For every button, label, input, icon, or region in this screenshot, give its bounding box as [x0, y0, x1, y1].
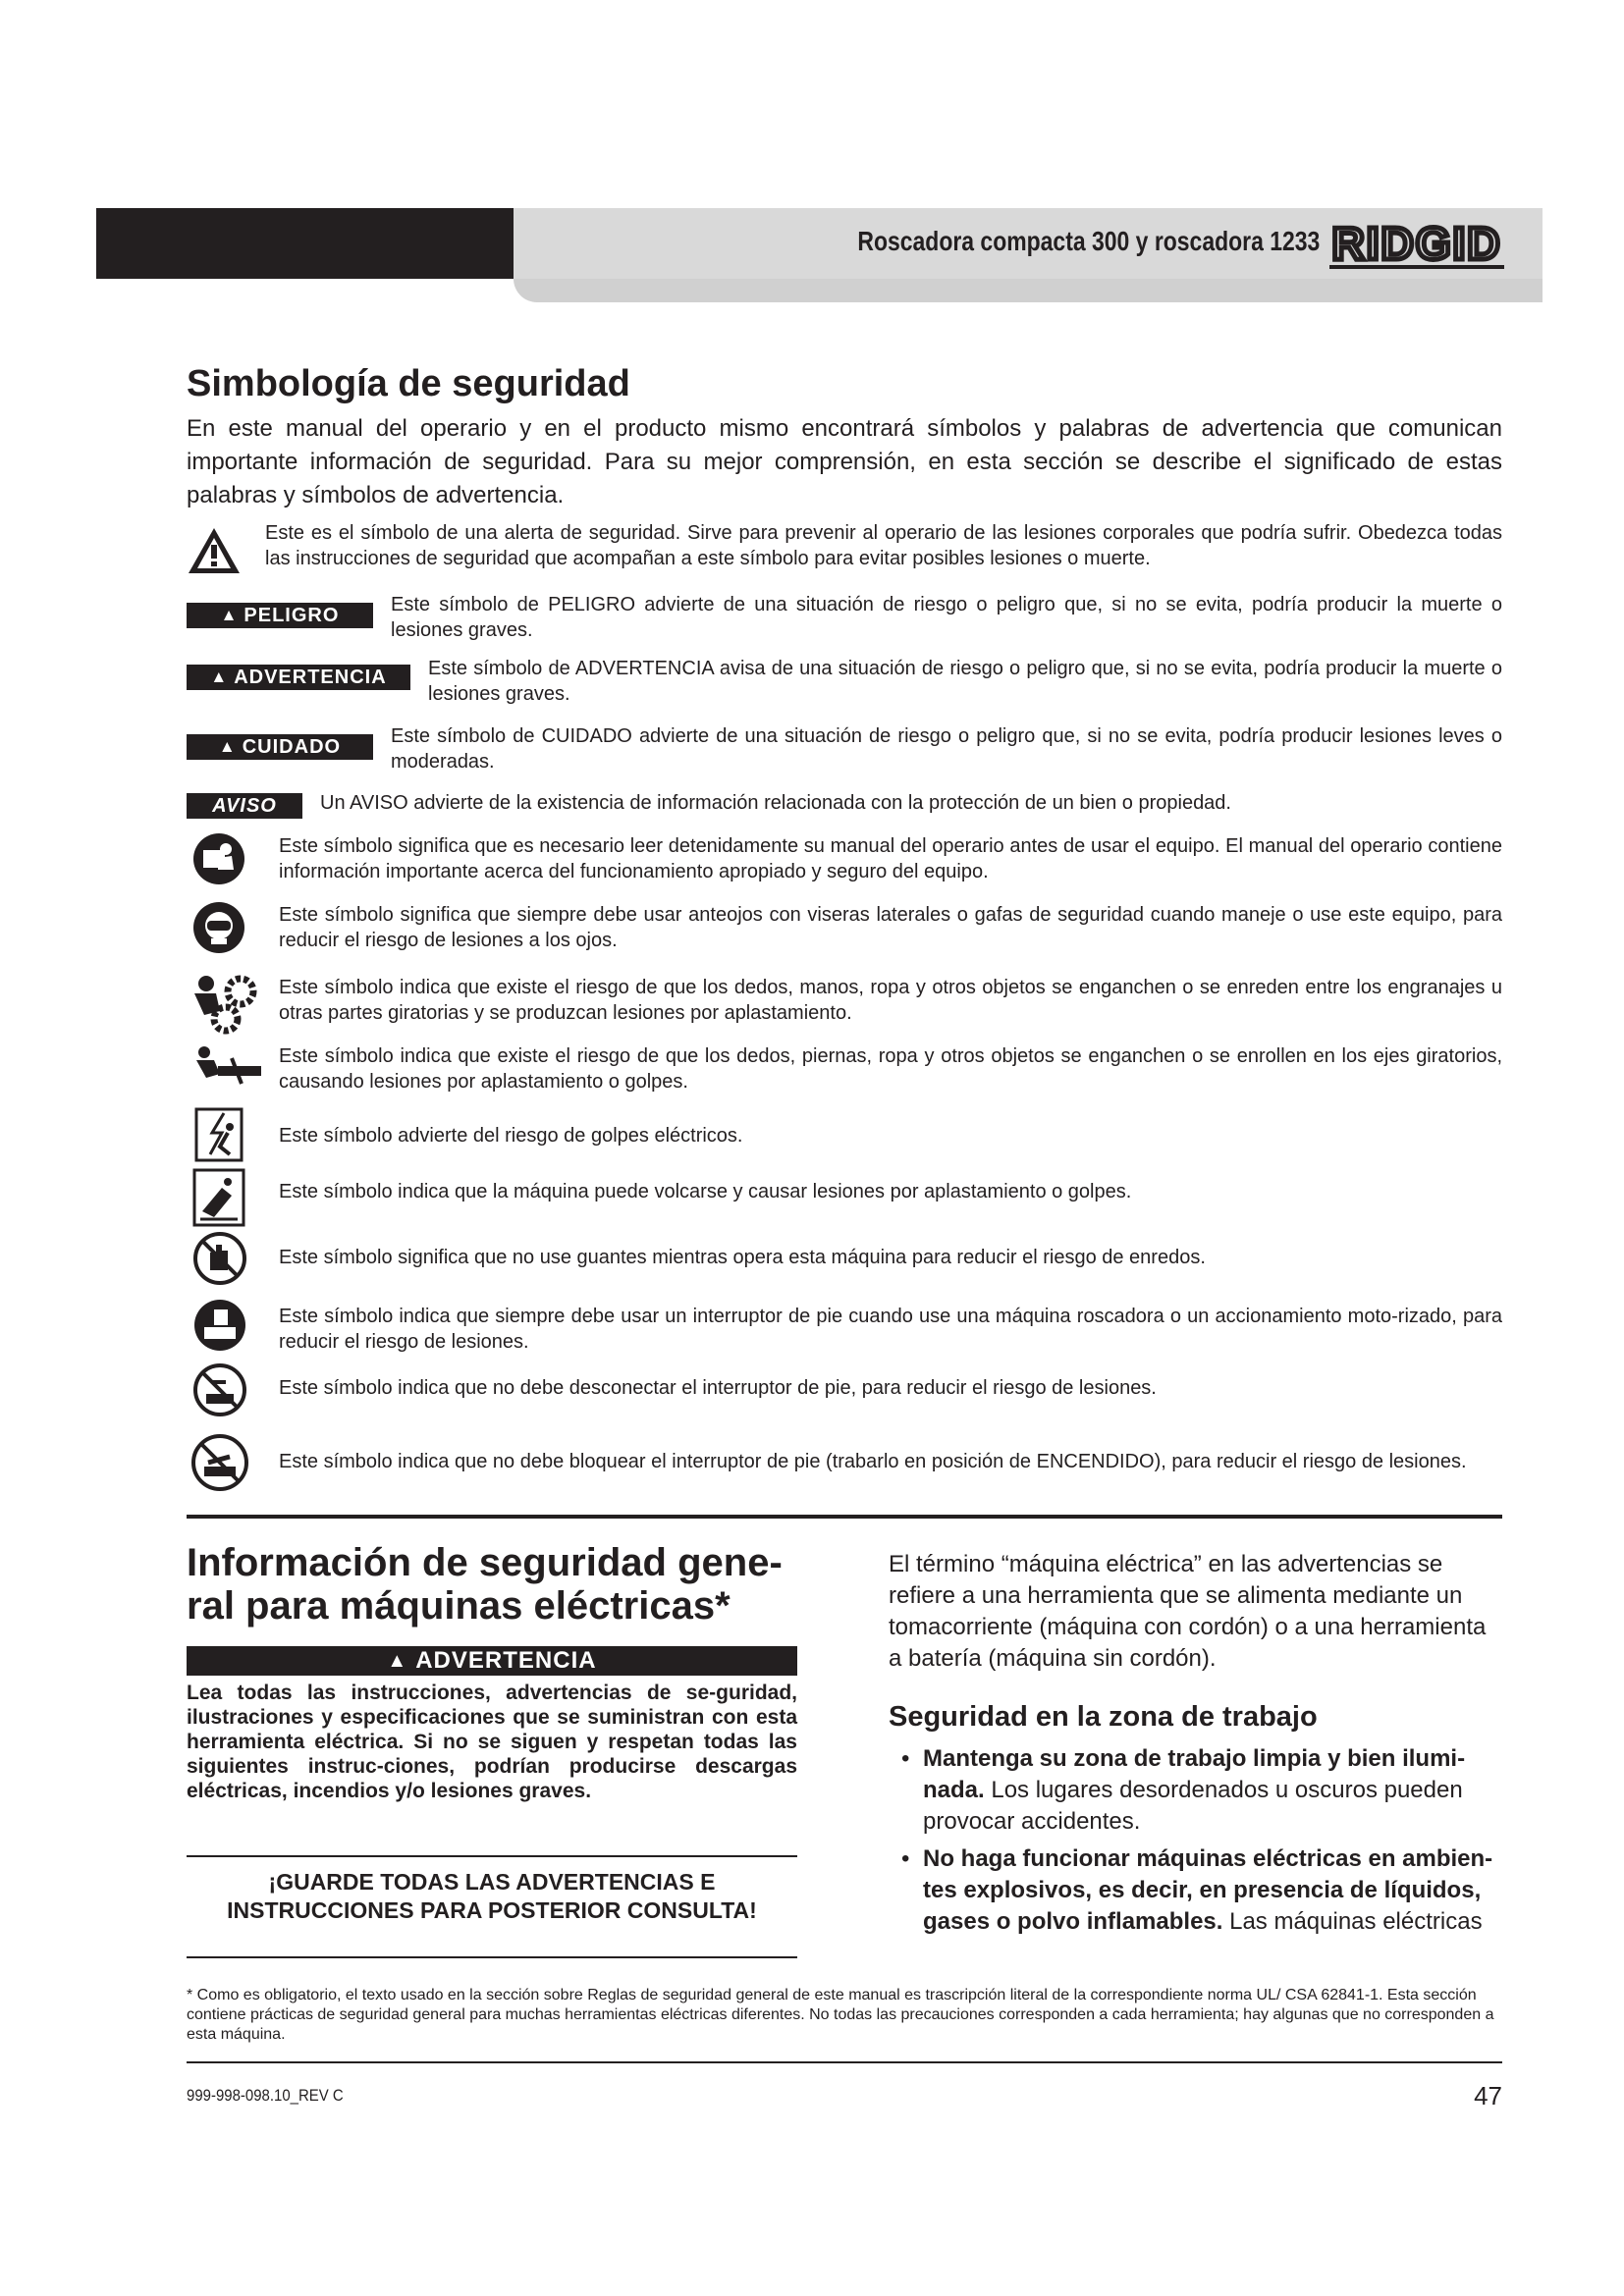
no-gloves-icon [192, 1231, 247, 1286]
warning-triangle-icon: ▲ [220, 606, 239, 624]
section-divider [187, 1515, 1502, 1519]
gear-entanglement-icon [187, 972, 261, 1037]
header-title: Roscadora compacta 300 y roscadora 1233 [857, 226, 1320, 256]
foot-switch-icon [192, 1298, 247, 1353]
footer-rule [187, 2061, 1502, 2063]
warning-text: Lea todas las instrucciones, advertencias de se-guridad, ilustraciones y especificaciones que se suministran con esta herramienta eléctrica. Si no se siguen y respetan todas las siguientes instruc-ciones, podrían producirse descargas eléctricas, incendios y/o lesiones graves. [187, 1682, 797, 1802]
badge-cuidado [187, 734, 373, 760]
safety-glasses-text: Este símbolo significa que siempre debe usar anteojos con viseras laterales o gafas de seguridad cuando maneje o use este equipo, para reducir el riesgo de lesiones a los ojos. [279, 904, 1502, 951]
advertencia-label: ADVERTENCIA [415, 1647, 597, 1674]
read-manual-text: Este símbolo significa que es necesario leer detenidamente su manual del operario antes de usar el equipo. El manual del operario contiene información importante acerca del funcionamiento apropiado y seguro del equipo. [279, 835, 1502, 882]
foot-switch-text: Este símbolo indica que siempre debe usar un interruptor de pie cuando use una máquina roscadora o un accionamiento moto-rizado, para reducir el riesgo de lesiones. [279, 1306, 1502, 1353]
save-bottom-rule [187, 1956, 797, 1958]
badge-peligro [187, 603, 373, 628]
bullet-dot: • [901, 1745, 910, 1772]
bullet-dot: • [901, 1845, 910, 1872]
bullet-text: Los lugares desordenados u oscuros pueden provocar accidentes. [923, 1777, 1463, 1835]
safety-symbols-intro: En este manual del operario y en el producto mismo encontrará símbolos y palabras de advertencia que comunican importante información de seguridad. Para su mejor comprensión, en esta sección se describe el significado de estas palabras y símbolos de advertencia. [187, 415, 1502, 508]
advertencia-text: Este símbolo de ADVERTENCIA avisa de una situación de riesgo o peligro que, si no se evita, podría producir la muerte o lesiones graves. [428, 658, 1502, 705]
safety-alert-text: Este es el símbolo de una alerta de seguridad. Sirve para prevenir al operario de las lesiones corporales que podría sufrir. Obedezca todas las instrucciones de seguridad que acompañan a este símbolo para evitar posibles lesiones o muerte. [265, 522, 1502, 569]
warning-triangle-icon: ▲ [387, 1649, 408, 1672]
tip-over-icon [192, 1168, 245, 1227]
no-block-text: Este símbolo indica que no debe bloquear el interruptor de pie (trabarlo en posición de ENCENDIDO), para reducir el riesgo de lesiones. [279, 1451, 1467, 1472]
badge-advertencia [187, 665, 410, 690]
safety-glasses-icon [192, 901, 245, 954]
header-black-band [96, 208, 514, 279]
electric-shock-icon [194, 1107, 244, 1162]
document-id: 999-998-098.10_REV C [187, 2086, 344, 2105]
save-instructions: ¡GUARDE TODAS LAS ADVERTENCIAS E INSTRUCCIONES PARA POSTERIOR CONSULTA! [227, 1869, 757, 1923]
cuidado-text: Este símbolo de CUIDADO advierte de una situación de riesgo o peligro que, si no se evita, podría producir lesiones leves o moderadas. [391, 725, 1502, 773]
peligro-text: Este símbolo de PELIGRO advierte de una situación de riesgo o peligro que, si no se evita, podría producir la muerte o lesiones graves. [391, 594, 1502, 641]
rotating-shaft-text: Este símbolo indica que existe el riesgo de que los dedos, piernas, ropa y otros objetos se enganchen o se enrollen en los ejes giratorios, causando lesiones por aplastamiento o golpes. [279, 1045, 1502, 1093]
badge-label: CUIDADO [242, 735, 342, 758]
bullet-explosive-atmosphere [901, 1843, 1502, 1938]
warning-triangle-icon: ▲ [210, 667, 229, 686]
electric-shock-text: Este símbolo advierte del riesgo de golpes eléctricos. [279, 1125, 743, 1147]
general-safety-title: Información de seguridad gene-ral para máquinas eléctricas* [187, 1541, 783, 1628]
svg-text:RIDGID: RIDGID [1331, 218, 1502, 269]
no-block-foot-switch-icon [190, 1433, 249, 1492]
advertencia-bar [187, 1646, 797, 1676]
footnote: * Como es obligatorio, el texto usado en la sección sobre Reglas de seguridad general de este manual es trascripción literal de la correspondiente norma UL/ CSA 62841-1. Esta sección contiene prácticas de seguridad general para muchas herramientas eléctricas diferentes. No todas las precauciones corresponden a cada herramienta; hay algunas que no corresponden a esta máquina. [187, 1987, 1494, 2043]
badge-label: ADVERTENCIA [234, 666, 387, 688]
read-manual-icon [192, 832, 245, 885]
badge-aviso [187, 793, 302, 819]
save-top-rule [187, 1855, 797, 1857]
bullet-work-area-clean [901, 1743, 1502, 1838]
ridgid-logo [1329, 216, 1504, 271]
rotating-shaft-icon [192, 1044, 263, 1097]
no-disconnect-foot-switch-icon [192, 1362, 247, 1417]
badge-label: AVISO [212, 794, 277, 817]
work-area-title: Seguridad en la zona de trabajo [889, 1701, 1318, 1733]
power-tool-definition: El término “máquina eléctrica” en las advertencias se refiere a una herramienta que se alimenta mediante un tomacorriente (máquina con cordón) o a una herramienta a batería (máquina sin cordón). [889, 1551, 1487, 1672]
tip-over-text: Este símbolo indica que la máquina puede volcarse y causar lesiones por aplastamiento o golpes. [279, 1181, 1132, 1202]
no-gloves-text: Este símbolo significa que no use guantes mientras opera esta máquina para reducir el riesgo de enredos. [279, 1247, 1206, 1268]
bullet-bold: No haga funcionar máquinas eléctricas en ambien-tes explosivos, es decir, en presencia de líquidos, gases o polvo inflamables. [923, 1845, 1493, 1935]
no-disconnect-text: Este símbolo indica que no debe desconectar el interruptor de pie, para reducir el riesgo de lesiones. [279, 1377, 1157, 1399]
gear-entanglement-text: Este símbolo indica que existe el riesgo de que los dedos, manos, ropa y otros objetos se enganchen o se enreden entre los engranajes u otras partes giratorias y se produzcan lesiones por aplastamiento. [279, 977, 1502, 1024]
safety-symbols-title: Simbología de seguridad [187, 363, 630, 404]
bullet-text: Las máquinas eléctricas [1222, 1908, 1483, 1935]
header-grey-tail [514, 279, 1543, 302]
aviso-text: Un AVISO advierte de la existencia de información relacionada con la protección de un bien o propiedad. [320, 792, 1231, 814]
page-number: 47 [1474, 2081, 1502, 2110]
safety-alert-icon [187, 525, 242, 576]
badge-label: PELIGRO [244, 604, 340, 626]
bullet-bold: Mantenga su zona de trabajo limpia y bien ilumi-nada. [923, 1745, 1466, 1803]
warning-triangle-icon: ▲ [218, 737, 237, 756]
